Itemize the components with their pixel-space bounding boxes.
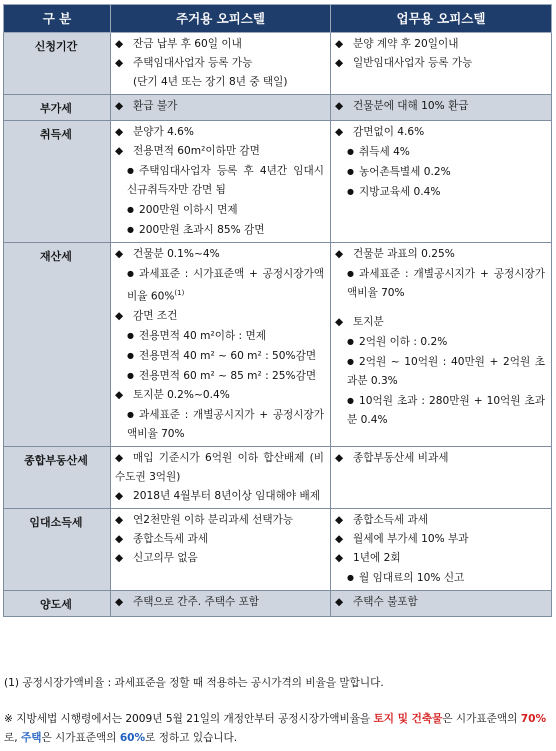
bullet-item xyxy=(115,35,324,54)
sub-bullet-item xyxy=(115,200,324,220)
footnote: (1) 공정시장가액비율 : 과세표준을 정할 때 적용하는 공시가격의 비율을 말합니다. xyxy=(4,677,384,689)
diamond-bullet-icon: ◆ xyxy=(335,126,344,138)
item-text: 과세표준 : 시가표준액 + 공정시장가액비율 60% xyxy=(127,268,324,303)
item-text: 건물분에 대해 10% 환급 xyxy=(353,100,469,112)
sub-bullet-item xyxy=(115,366,324,386)
dot-bullet-icon: ● xyxy=(347,396,354,405)
bullet-item xyxy=(335,313,545,332)
sub-bullet-item xyxy=(115,326,324,346)
dot-bullet-icon: ● xyxy=(347,147,354,156)
item-text: 일반임대사업자 등록 가능 xyxy=(353,57,473,69)
item-text: 과세표준 : 개별공시지가 + 공정시장가액비율 70% xyxy=(127,408,324,440)
table-row xyxy=(4,446,552,508)
item-text: 10억원 초과 : 280만원 + 10억원 초과분 0.4% xyxy=(347,395,545,426)
diamond-bullet-icon: ◆ xyxy=(335,551,344,564)
bullet-item xyxy=(115,54,324,73)
remark-text-4: 은 시가표준액의 xyxy=(41,732,120,744)
dot-bullet-icon: ● xyxy=(127,370,134,380)
diamond-bullet-icon: ◆ xyxy=(335,316,344,328)
residential-cell xyxy=(111,33,331,95)
bullet-item xyxy=(335,593,545,612)
diamond-bullet-icon: ◆ xyxy=(335,38,344,50)
bullet-item xyxy=(115,449,324,487)
diamond-bullet-icon: ◆ xyxy=(335,595,344,608)
item-text: (단기 4년 또는 장기 8년 중 택일) xyxy=(133,76,288,88)
table-header-row xyxy=(4,5,552,33)
sub-bullet-item xyxy=(335,391,545,430)
bullet-item xyxy=(115,549,324,568)
item-text: 신고의무 없음 xyxy=(133,551,198,564)
remark-note xyxy=(4,710,552,748)
bullet-item xyxy=(335,97,545,116)
business-cell xyxy=(331,446,552,508)
dot-bullet-icon: ● xyxy=(347,337,354,346)
sub-bullet-item xyxy=(335,142,545,162)
item-text: 감면없이 4.6% xyxy=(353,126,425,138)
bullet-item xyxy=(115,386,324,405)
bullet-item xyxy=(115,593,324,612)
spacer xyxy=(335,303,545,313)
diamond-bullet-icon: ◆ xyxy=(115,451,124,464)
item-text: 토지분 xyxy=(353,316,384,328)
item-text: 2억원 이하 : 0.2% xyxy=(359,336,448,348)
dot-bullet-icon: ● xyxy=(347,167,354,176)
dot-bullet-icon: ● xyxy=(127,205,134,214)
table-row xyxy=(4,590,552,616)
sub-bullet-item xyxy=(115,405,324,444)
bullet-item xyxy=(335,449,545,468)
sub-bullet-item xyxy=(335,162,545,182)
item-text: 분양가 4.6% xyxy=(133,126,194,138)
row-category: 신청기간 xyxy=(4,33,111,95)
diamond-bullet-icon: ◆ xyxy=(115,100,124,112)
row-category: 임대소득세 xyxy=(4,508,111,590)
diamond-bullet-icon: ◆ xyxy=(115,513,124,526)
diamond-bullet-icon: ◆ xyxy=(115,38,124,50)
diamond-bullet-icon: ◆ xyxy=(115,309,124,322)
diamond-bullet-icon: ◆ xyxy=(115,489,124,502)
indented-text xyxy=(115,73,324,92)
diamond-bullet-icon: ◆ xyxy=(335,248,344,260)
row-category: 취득세 xyxy=(4,121,111,243)
business-cell xyxy=(331,121,552,243)
business-cell xyxy=(331,508,552,590)
residential-cell xyxy=(111,446,331,508)
item-text: 건물분 0.1%~4% xyxy=(133,248,220,260)
diamond-bullet-icon: ◆ xyxy=(115,145,124,157)
item-text: 분양 계약 후 20일이내 xyxy=(353,38,459,50)
sub-bullet-item xyxy=(115,264,324,307)
bullet-item xyxy=(115,245,324,264)
item-text: 종합부동산세 비과세 xyxy=(353,451,449,464)
remark-highlight-60: 60% xyxy=(119,732,146,744)
footnote-marker: (1) xyxy=(174,289,185,297)
sub-bullet-item xyxy=(335,332,545,352)
residential-cell xyxy=(111,95,331,121)
dot-bullet-icon: ● xyxy=(347,269,354,278)
business-cell xyxy=(331,33,552,95)
remark-text-3: 로, xyxy=(4,732,21,744)
diamond-bullet-icon: ◆ xyxy=(115,126,124,138)
item-text: 200만원 이하시 면제 xyxy=(139,204,238,216)
diamond-bullet-icon: ◆ xyxy=(115,595,124,608)
item-text: 200만원 초과시 85% 감면 xyxy=(139,224,265,236)
item-text: 2억원 ~ 10억원 : 40만원 + 2억원 초과분 0.3% xyxy=(347,356,545,387)
remark-text-2: 은 시가표준액의 xyxy=(442,713,521,725)
bullet-item xyxy=(115,511,324,530)
item-text: 매입 기준시가 6억원 이하 합산배제 (비수도권 3억원) xyxy=(115,451,324,483)
bullet-item xyxy=(335,511,545,530)
sub-bullet-item xyxy=(335,182,545,202)
residential-cell xyxy=(111,590,331,616)
sub-bullet-item xyxy=(115,346,324,366)
dot-bullet-icon: ● xyxy=(127,409,134,419)
sub-bullet-item xyxy=(335,352,545,391)
table-row xyxy=(4,508,552,590)
item-text: 전용면적 40 m² ~ 60 m² : 50%감면 xyxy=(139,349,317,362)
item-text: 과세표준 : 개별공시지가 + 공정시장가액비율 70% xyxy=(347,268,545,299)
business-cell xyxy=(331,243,552,447)
table-row xyxy=(4,33,552,95)
item-text: 연2천만원 이하 분리과세 선택가능 xyxy=(133,513,294,526)
item-text: 잔금 납부 후 60일 이내 xyxy=(133,38,242,50)
dot-bullet-icon: ● xyxy=(127,350,134,360)
dot-bullet-icon: ● xyxy=(127,269,134,278)
item-text: 주택임대사업자 등록 가능 xyxy=(133,57,253,69)
diamond-bullet-icon: ◆ xyxy=(115,551,124,564)
item-text: 2018년 4월부터 8년이상 임대해야 배제 xyxy=(133,489,320,502)
header-business: 업무용 오피스텔 xyxy=(331,5,552,33)
item-text: 전용면적 60 m² ~ 85 m² : 25%감면 xyxy=(139,369,317,382)
sub-bullet-item xyxy=(335,568,545,588)
item-text: 월세에 부가세 10% 부과 xyxy=(353,532,469,545)
remark-text-5: 로 정하고 있습니다. xyxy=(145,732,238,744)
sub-bullet-item xyxy=(335,264,545,303)
dot-bullet-icon: ● xyxy=(127,330,134,340)
sub-bullet-item xyxy=(115,161,324,200)
dot-bullet-icon: ● xyxy=(347,572,354,582)
bullet-item xyxy=(115,487,324,506)
table-body xyxy=(4,33,552,617)
bullet-item xyxy=(115,530,324,549)
remark-highlight-land-building: 토지 및 건축물 xyxy=(373,713,443,725)
table-row xyxy=(4,95,552,121)
bullet-item xyxy=(335,35,545,54)
item-text: 주택임대사업자 등록 후 4년간 임대시 신규취득자만 감면 됨 xyxy=(127,165,324,196)
business-cell xyxy=(331,95,552,121)
diamond-bullet-icon: ◆ xyxy=(115,248,124,260)
bullet-item xyxy=(115,142,324,161)
item-text: 감면 조건 xyxy=(133,309,178,322)
bullet-item xyxy=(335,54,545,73)
remark-highlight-70: 70% xyxy=(520,713,547,725)
table-row xyxy=(4,121,552,243)
diamond-bullet-icon: ◆ xyxy=(335,532,344,545)
item-text: 건물분 과표의 0.25% xyxy=(353,248,455,260)
bullet-item xyxy=(115,123,324,142)
remark-text-1: ※ 지방세법 시행령에서는 2009년 5월 21일의 개정안부터 공정시장가액비율을 xyxy=(4,713,374,725)
residential-cell xyxy=(111,243,331,447)
residential-cell xyxy=(111,121,331,243)
header-residential: 주거용 오피스텔 xyxy=(111,5,331,33)
diamond-bullet-icon: ◆ xyxy=(115,388,124,401)
diamond-bullet-icon: ◆ xyxy=(335,451,344,464)
bullet-item xyxy=(335,123,545,142)
bullet-item xyxy=(115,307,324,326)
diamond-bullet-icon: ◆ xyxy=(115,57,124,69)
sub-bullet-item xyxy=(115,220,324,240)
row-category: 부가세 xyxy=(4,95,111,121)
item-text: 전용면적 60m²이하만 감면 xyxy=(133,145,260,157)
dot-bullet-icon: ● xyxy=(127,166,134,175)
item-text: 주택으로 간주. 주택수 포함 xyxy=(133,595,260,608)
item-text: 지방교육세 0.4% xyxy=(359,186,441,198)
diamond-bullet-icon: ◆ xyxy=(335,513,344,526)
dot-bullet-icon: ● xyxy=(347,357,354,366)
item-text: 환급 불가 xyxy=(133,100,178,112)
item-text: 전용면적 40 m²이하 : 면제 xyxy=(139,329,266,342)
comparison-table xyxy=(3,4,552,617)
item-text: 토지분 0.2%~0.4% xyxy=(133,388,230,401)
residential-cell xyxy=(111,508,331,590)
bullet-item xyxy=(335,549,545,568)
table-row xyxy=(4,243,552,447)
item-text: 월 임대료의 10% 신고 xyxy=(359,571,465,584)
item-text: 1년에 2회 xyxy=(353,551,401,564)
remark-highlight-housing: 주택 xyxy=(20,732,42,744)
diamond-bullet-icon: ◆ xyxy=(335,100,344,112)
item-text: 취득세 4% xyxy=(359,146,410,158)
diamond-bullet-icon: ◆ xyxy=(115,532,124,545)
business-cell xyxy=(331,590,552,616)
bullet-item xyxy=(335,245,545,264)
row-category: 양도세 xyxy=(4,590,111,616)
header-category: 구 분 xyxy=(4,5,111,33)
dot-bullet-icon: ● xyxy=(127,225,134,234)
item-text: 종합소득세 과세 xyxy=(353,513,429,526)
item-text: 주택수 불포함 xyxy=(353,595,418,608)
bullet-item xyxy=(115,97,324,116)
dot-bullet-icon: ● xyxy=(347,187,354,196)
bullet-item xyxy=(335,530,545,549)
item-text: 종합소득세 과세 xyxy=(133,532,209,545)
row-category: 종합부동산세 xyxy=(4,446,111,508)
item-text: 농어촌특별세 0.2% xyxy=(359,166,451,178)
diamond-bullet-icon: ◆ xyxy=(335,57,344,69)
row-category: 재산세 xyxy=(4,243,111,447)
